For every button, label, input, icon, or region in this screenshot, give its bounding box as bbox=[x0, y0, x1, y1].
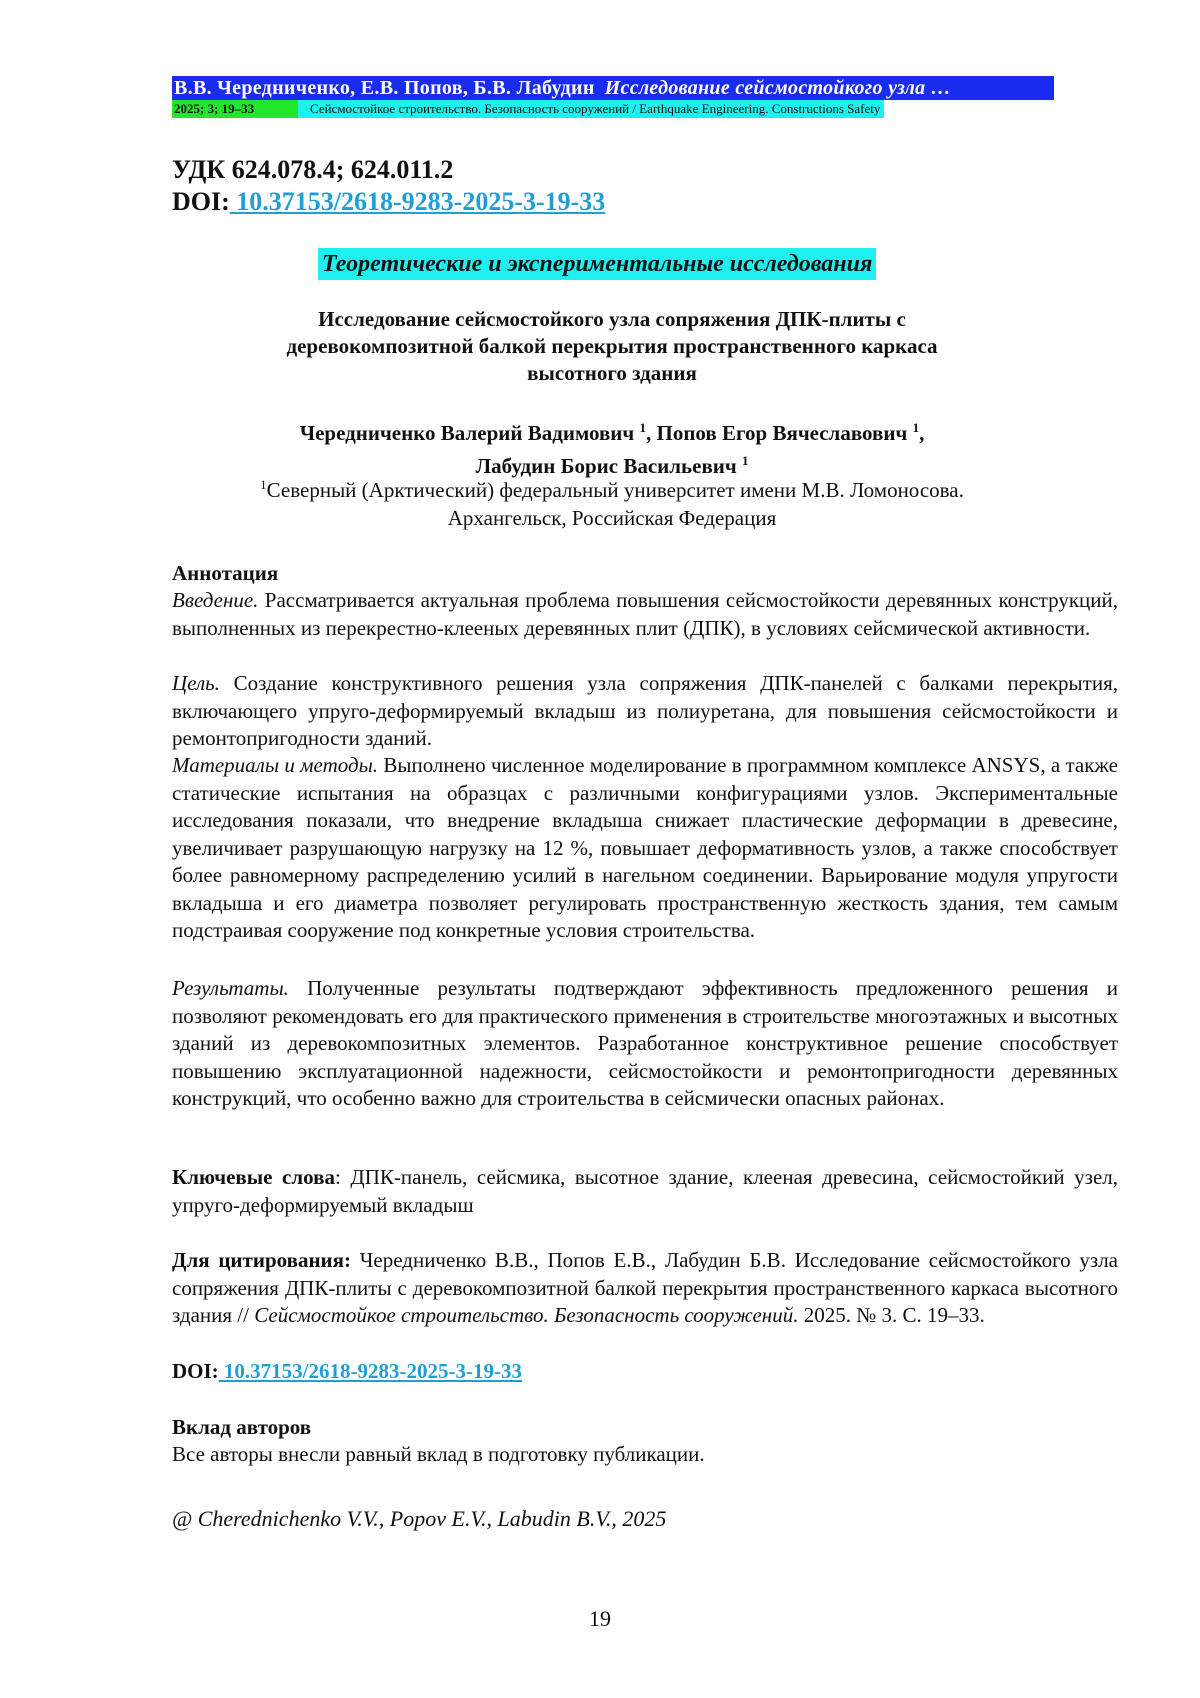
abstract-goal bbox=[172, 670, 1118, 753]
keywords bbox=[172, 1164, 1118, 1219]
affiliation-marker: 1 bbox=[742, 453, 749, 468]
author-name: Чередниченко Валерий Вадимович bbox=[299, 421, 640, 445]
abstract-text: Полученные результаты подтверждают эффективность предложенного решения и позволяют рекомендовать его для практического применения в строительстве многоэтажных и высотных зданий из деревокомпозитных элементов. Разработанное конструктивное решение способствует повышению эксплуатационной надежности, сейсмостойкости и ремонтопригодности деревянных конструкций, что особенно важно для строительства в сейсмически опасных районах. bbox=[172, 976, 1118, 1110]
copyright: @ Cherednichenko V.V., Popov E.V., Labudin B.V., 2025 bbox=[172, 1506, 667, 1531]
running-header-authors bbox=[172, 76, 1054, 100]
abstract-intro bbox=[172, 587, 1118, 642]
page-number: 19 bbox=[589, 1606, 611, 1631]
abstract-label: Цель. bbox=[172, 671, 220, 695]
abstract-results bbox=[172, 975, 1118, 1113]
author-name: Лабудин Борис Васильевич bbox=[475, 454, 742, 478]
citation-doi bbox=[172, 1357, 522, 1385]
title-line: высотного здания bbox=[527, 361, 697, 385]
abstract-text: Рассматривается актуальная проблема повышения сейсмостойкости деревянных конструкций, выполненных из перекрестно-клееных деревянных плит (ДПК), в условиях сейсмической активности. bbox=[172, 588, 1118, 640]
affiliation-line: Архангельск, Российская Федерация bbox=[447, 506, 777, 530]
abstract-label: Результаты. bbox=[172, 976, 289, 1000]
doi-link[interactable]: 10.37153/2618-9283-2025-3-19-33 bbox=[229, 187, 606, 216]
author-name: , Попов Егор Вячеславович bbox=[646, 421, 913, 445]
title-line: Исследование сейсмостойкого узла сопряжения ДПК-плиты с bbox=[318, 307, 906, 331]
section-rubric: Теоретические и экспериментальные исследования bbox=[318, 248, 876, 280]
keywords-label: Ключевые слова bbox=[172, 1165, 335, 1189]
article-title bbox=[172, 306, 1052, 387]
abstract-text: Создание конструктивного решения узла сопряжения ДПК-панелей с балками перекрытия, включающего упруго-деформируемый вкладыш из полиуретана, для повышения сейсмостойкости и ремонтопригодности зданий. bbox=[172, 671, 1118, 750]
citation-journal: Сейсмостойкое строительство. Безопасность сооружений. bbox=[254, 1303, 799, 1327]
doi-label: DOI: bbox=[172, 1359, 219, 1383]
header-journal-name: Сейсмостойкое строительство. Безопасность сооружений / Earthquake Engineering. Constructions Safety bbox=[298, 100, 884, 118]
citation-label: Для цитирования: bbox=[172, 1248, 352, 1272]
header-title: Исследование сейсмостойкого узла … bbox=[604, 77, 952, 99]
doi-line bbox=[172, 186, 605, 218]
abstract-methods bbox=[172, 752, 1118, 945]
citation bbox=[172, 1247, 1118, 1330]
author-separator: , bbox=[919, 421, 925, 445]
doi-label: DOI: bbox=[172, 187, 230, 216]
affiliation bbox=[172, 471, 1052, 532]
abstract-label: Введение. bbox=[172, 588, 259, 612]
contribution-text: Все авторы внесли равный вклад в подготовку публикации. bbox=[172, 1442, 705, 1466]
citation-tail: 2025. № 3. С. 19–33. bbox=[798, 1303, 985, 1327]
abstract-text: Выполнено численное моделирование в программном комплексе ANSYS, а также статические испытания на образцах с различными конфигурациями узлов. Экспериментальные исследования показали, что внедрение вкладыша снижает пластические деформации в древесине, увеличивает разрушающую нагрузку на 12 %, повышает деформативность узлов, а также способствует более равномерному распределению усилий в нагельном соединении. Варьирование модуля упругости вкладыша и его диаметра позволяет регулировать пространственную жесткость здания, тем самым подстраивая сооружение под конкретные условия строительства. bbox=[172, 753, 1118, 942]
contribution-heading: Вклад авторов bbox=[172, 1415, 312, 1439]
udk-code: УДК 624.078.4; 624.011.2 bbox=[172, 155, 454, 184]
header-authors: В.В. Чередниченко, Е.В. Попов, Б.В. Лабудин bbox=[174, 77, 595, 99]
header-issue: 2025; 3; 19–33 bbox=[172, 100, 298, 118]
abstract-heading: Аннотация bbox=[172, 561, 279, 585]
affiliation-marker: 1 bbox=[260, 477, 267, 492]
abstract-label: Материалы и методы. bbox=[172, 753, 379, 777]
affiliation-marker: 1 bbox=[912, 420, 920, 435]
doi-link[interactable]: 10.37153/2618-9283-2025-3-19-33 bbox=[218, 1359, 522, 1383]
affiliation-line: Северный (Арктический) федеральный университет имени М.В. Ломоносова. bbox=[266, 478, 964, 502]
running-header-journal bbox=[172, 100, 884, 118]
title-line: деревокомпозитной балкой перекрытия пространственного каркаса bbox=[286, 334, 938, 358]
keywords-text: : ДПК-панель, сейсмика, высотное здание, клееная древесина, сейсмостойкий узел, упруго-деформируемый вкладыш bbox=[172, 1165, 1118, 1217]
citation-text: Чередниченко В.В., Попов Е.В., Лабудин Б.В. Исследование сейсмостойкого узла сопряжения ДПК-плиты с деревокомпозитной балкой перекрытия пространственного каркаса высотного здания // bbox=[172, 1248, 1118, 1327]
affiliation-marker: 1 bbox=[639, 420, 646, 435]
